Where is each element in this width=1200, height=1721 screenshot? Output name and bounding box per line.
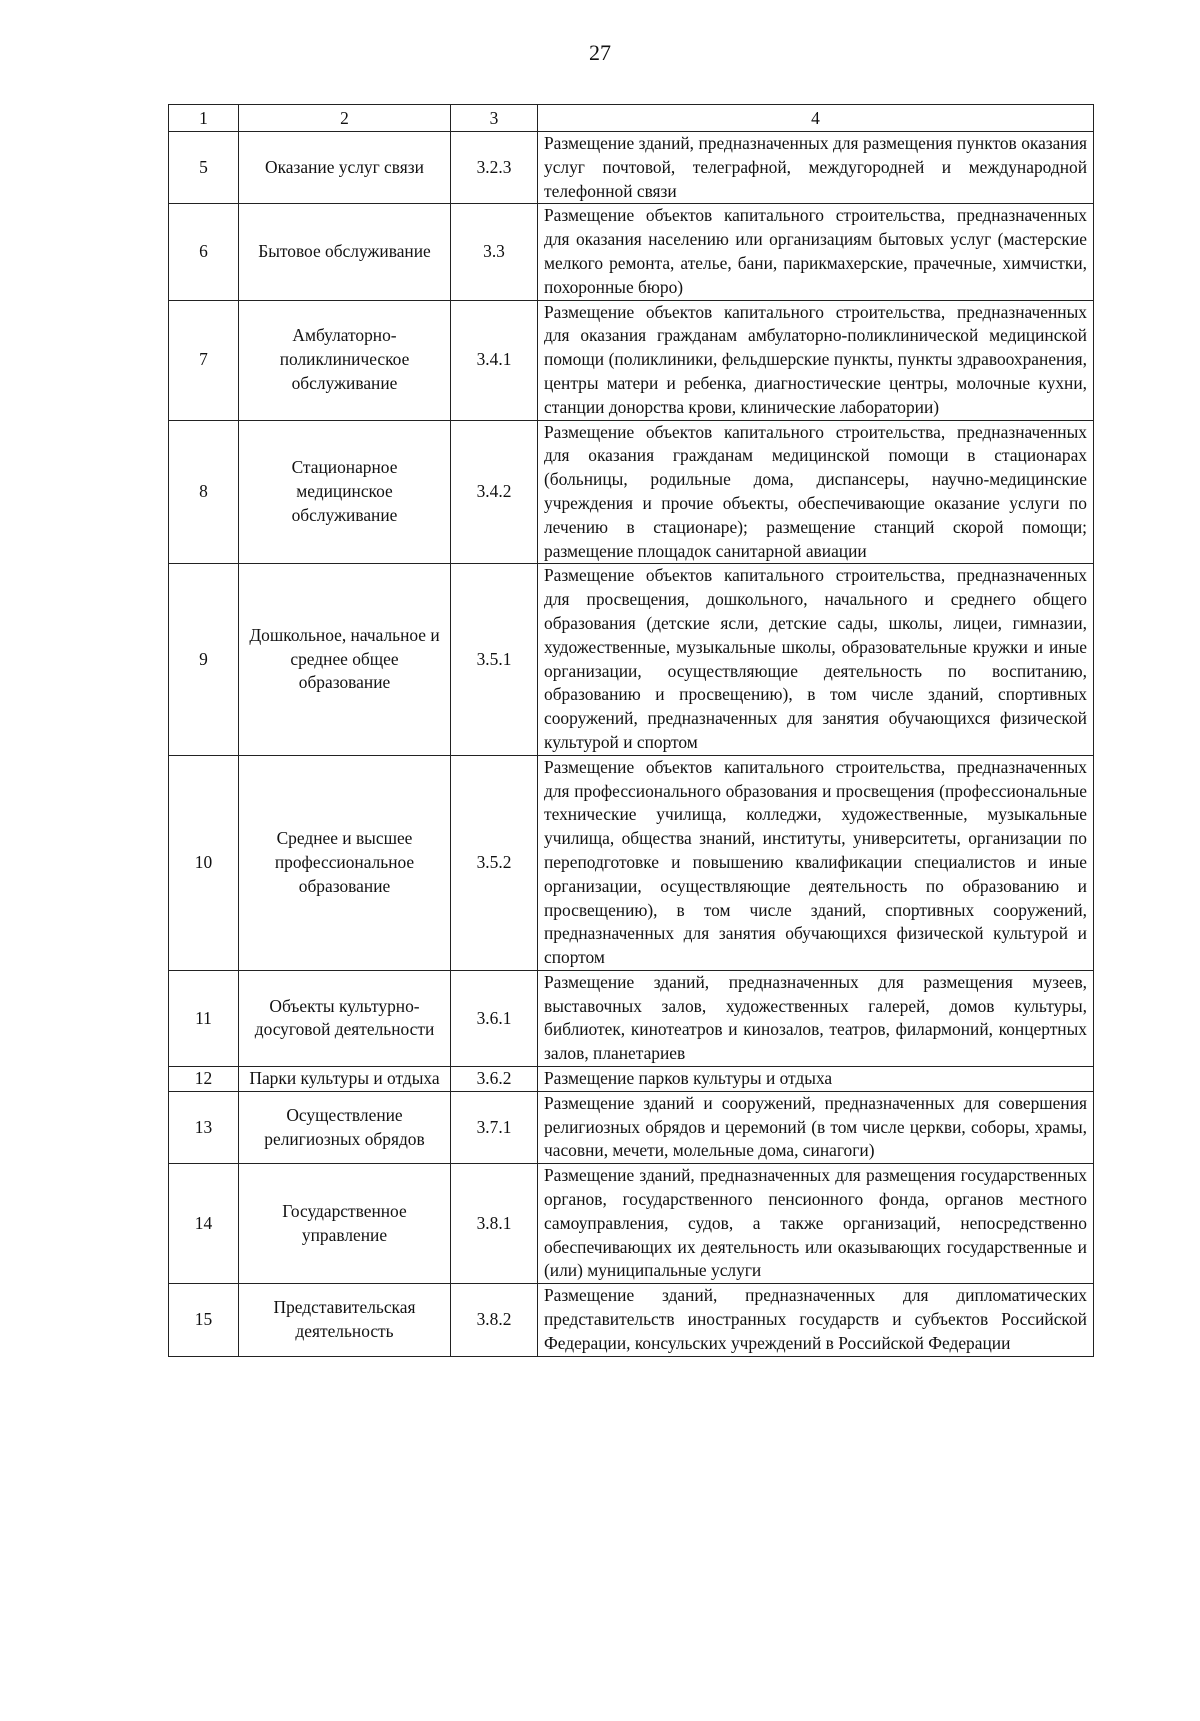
table-row: [169, 1091, 1094, 1163]
row-name: Бытовое обслуживание: [239, 204, 451, 300]
table-row: [169, 1067, 1094, 1092]
row-description: Размещение зданий, предназначенных для дипломатических представительств иностранных государств и субъектов Российской Федерации, консульских учреждений в Российской Федерации: [538, 1284, 1094, 1356]
row-name: Среднее и высшее профессиональное образование: [239, 755, 451, 970]
row-code: 3.3: [451, 204, 538, 300]
land-use-table: [168, 104, 1094, 1357]
header-col-1: 1: [169, 105, 239, 132]
page-number: 27: [589, 40, 611, 65]
row-name: Государственное управление: [239, 1164, 451, 1284]
row-number: 12: [169, 1067, 239, 1092]
row-name: Осуществление религиозных обрядов: [239, 1091, 451, 1163]
table-row: [169, 204, 1094, 300]
header-col-2: 2: [239, 105, 451, 132]
table-row: [169, 300, 1094, 420]
row-number: 9: [169, 564, 239, 755]
row-code: 3.8.2: [451, 1284, 538, 1356]
row-code: 3.7.1: [451, 1091, 538, 1163]
row-name: Объекты культурно-досуговой деятельности: [239, 970, 451, 1066]
row-description: Размещение объектов капитального строительства, предназначенных для оказания гражданам амбулаторно-поликлинической медицинской помощи (поликлиники, фельдшерские пункты, пункты здравоохранения, центры матери и ребенка, диагностические центры, молочные кухни, станции донорства крови, клинические лаборатории): [538, 300, 1094, 420]
row-number: 6: [169, 204, 239, 300]
table-header-row: [169, 105, 1094, 132]
row-code: 3.5.1: [451, 564, 538, 755]
row-name: Оказание услуг связи: [239, 132, 451, 204]
table-row: [169, 1164, 1094, 1284]
row-name: Парки культуры и отдыха: [239, 1067, 451, 1092]
table-row: [169, 420, 1094, 564]
row-description: Размещение объектов капитального строительства, предназначенных для профессионального образования и просвещения (профессиональные технические училища, колледжи, художественные, музыкальные училища, общества знаний, институты, университеты, организации по переподготовке и повышению квалификации специалистов и иные организации, осуществляющие деятельность по образованию и просвещению), в том числе зданий, спортивных сооружений, предназначенных для занятия обучающихся физической культурой и спортом: [538, 755, 1094, 970]
table-row: [169, 755, 1094, 970]
row-code: 3.5.2: [451, 755, 538, 970]
table-row: [169, 1284, 1094, 1356]
row-code: 3.8.1: [451, 1164, 538, 1284]
row-name: Амбулаторно-поликлиническое обслуживание: [239, 300, 451, 420]
row-code: 3.6.1: [451, 970, 538, 1066]
row-name: Дошкольное, начальное и среднее общее образование: [239, 564, 451, 755]
row-description: Размещение зданий, предназначенных для размещения государственных органов, государственного пенсионного фонда, органов местного самоуправления, судов, а также организаций, непосредственно обеспечивающих их деятельность или оказывающих государственные и (или) муниципальные услуги: [538, 1164, 1094, 1284]
row-description: Размещение объектов капитального строительства, предназначенных для просвещения, дошкольного, начального и среднего общего образования (детские ясли, детские сады, школы, лицеи, гимназии, художественные, музыкальные школы, образовательные кружки и иные организации, осуществляющие деятельность по воспитанию, образованию и просвещению), в том числе зданий, спортивных сооружений, предназначенных для занятия обучающихся физической культурой и спортом: [538, 564, 1094, 755]
header-col-3: 3: [451, 105, 538, 132]
row-description: Размещение зданий, предназначенных для размещения пунктов оказания услуг почтовой, телеграфной, междугородней и международной телефонной связи: [538, 132, 1094, 204]
row-number: 13: [169, 1091, 239, 1163]
row-name: Стационарное медицинское обслуживание: [239, 420, 451, 564]
row-number: 8: [169, 420, 239, 564]
row-description: Размещение зданий, предназначенных для размещения музеев, выставочных залов, художественных галерей, домов культуры, библиотек, кинотеатров и кинозалов, театров, филармоний, концертных залов, планетариев: [538, 970, 1094, 1066]
row-description: Размещение объектов капитального строительства, предназначенных для оказания гражданам медицинской помощи в стационарах (больницы, родильные дома, диспансеры, научно-медицинские учреждения и прочие объекты, обеспечивающие оказание услуги по лечению в стационаре); размещение станций скорой помощи; размещение площадок санитарной авиации: [538, 420, 1094, 564]
row-number: 15: [169, 1284, 239, 1356]
row-code: 3.4.2: [451, 420, 538, 564]
table-row: [169, 132, 1094, 204]
table-row: [169, 564, 1094, 755]
header-col-4: 4: [538, 105, 1094, 132]
row-code: 3.4.1: [451, 300, 538, 420]
row-number: 11: [169, 970, 239, 1066]
row-code: 3.2.3: [451, 132, 538, 204]
row-description: Размещение парков культуры и отдыха: [538, 1067, 1094, 1092]
row-number: 5: [169, 132, 239, 204]
row-number: 7: [169, 300, 239, 420]
row-description: Размещение объектов капитального строительства, предназначенных для оказания населению или организациям бытовых услуг (мастерские мелкого ремонта, ателье, бани, парикмахерские, прачечные, химчистки, похоронные бюро): [538, 204, 1094, 300]
row-code: 3.6.2: [451, 1067, 538, 1092]
row-description: Размещение зданий и сооружений, предназначенных для совершения религиозных обрядов и церемоний (в том числе церкви, соборы, храмы, часовни, мечети, молельные дома, синагоги): [538, 1091, 1094, 1163]
row-number: 10: [169, 755, 239, 970]
row-number: 14: [169, 1164, 239, 1284]
table-row: [169, 970, 1094, 1066]
row-name: Представительская деятельность: [239, 1284, 451, 1356]
